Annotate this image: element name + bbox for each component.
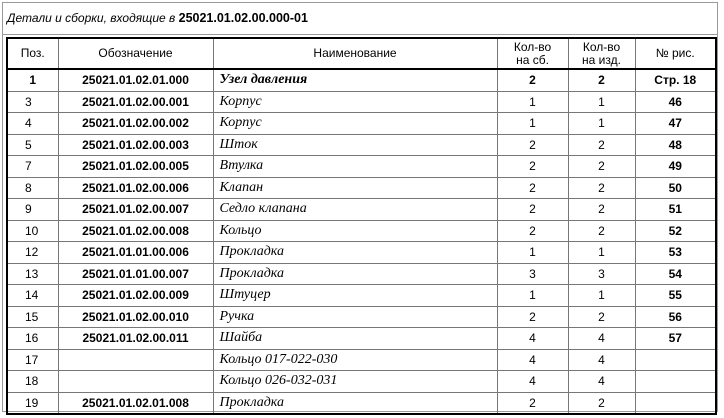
cell-name: Штуцер [213,285,497,307]
cell-pos: 19 [7,392,58,414]
cell-figure: 53 [635,242,716,264]
cell-name: Клапан [213,177,497,199]
cell-figure: 52 [635,220,716,242]
cell-code: 25021.01.02.00.010 [58,306,213,328]
cell-code [58,349,213,371]
table-row[interactable] [7,156,716,178]
cell-code: 25021.01.02.00.003 [58,134,213,156]
cell-pos: 17 [7,349,58,371]
cell-name: Седло клапана [213,199,497,221]
table-row[interactable] [7,328,716,350]
column-header-qty-product-line1: Кол-во [582,39,621,54]
cell-figure: Стр. 18 [635,69,716,91]
panel-header [3,3,717,35]
table-body [7,69,716,414]
cell-qty-product: 4 [568,349,635,371]
cell-figure: 48 [635,134,716,156]
cell-code: 25021.01.02.00.008 [58,220,213,242]
cell-qty-product: 2 [568,156,635,178]
cell-name: Корпус [213,91,497,113]
cell-qty-product: 2 [568,392,635,414]
table-row[interactable] [7,349,716,371]
cell-pos: 10 [7,220,58,242]
cell-name: Корпус [213,113,497,135]
parts-table [6,37,717,415]
cell-figure: 49 [635,156,716,178]
table-header-row [7,38,716,69]
cell-qty-assembly: 2 [497,199,568,221]
column-header-qty-product-line2: на изд. [582,52,621,67]
column-header-qty-assembly[interactable] [497,38,568,69]
cell-qty-product: 1 [568,285,635,307]
parts-panel [2,2,718,412]
cell-qty-product: 1 [568,91,635,113]
table-row[interactable] [7,371,716,393]
cell-qty-assembly: 4 [497,349,568,371]
table-row[interactable] [7,91,716,113]
table-row[interactable] [7,134,716,156]
cell-pos: 5 [7,134,58,156]
cell-pos: 3 [7,91,58,113]
cell-pos: 7 [7,156,58,178]
table-row[interactable] [7,306,716,328]
table-row[interactable] [7,392,716,414]
cell-pos: 18 [7,371,58,393]
column-header-code[interactable]: Обозначение [58,38,213,69]
cell-name: Прокладка [213,242,497,264]
column-header-qty-assembly-line2: на сб. [516,52,549,67]
cell-pos: 14 [7,285,58,307]
cell-name: Кольцо [213,220,497,242]
cell-qty-product: 2 [568,220,635,242]
cell-qty-assembly: 2 [497,220,568,242]
cell-pos: 9 [7,199,58,221]
cell-qty-assembly: 4 [497,371,568,393]
cell-qty-assembly: 2 [497,69,568,91]
cell-name: Втулка [213,156,497,178]
cell-figure: 56 [635,306,716,328]
cell-qty-assembly: 2 [497,134,568,156]
column-header-qty-assembly-line1: Кол-во [513,39,552,54]
cell-qty-product: 3 [568,263,635,285]
table-row[interactable] [7,263,716,285]
cell-qty-assembly: 3 [497,263,568,285]
cell-figure: 55 [635,285,716,307]
cell-qty-product: 4 [568,371,635,393]
cell-qty-assembly: 1 [497,242,568,264]
cell-pos: 4 [7,113,58,135]
cell-pos: 15 [7,306,58,328]
table-row[interactable] [7,113,716,135]
cell-code: 25021.01.02.01.000 [58,69,213,91]
cell-figure: 57 [635,328,716,350]
cell-pos: 13 [7,263,58,285]
cell-figure: 47 [635,113,716,135]
cell-code: 25021.01.01.00.006 [58,242,213,264]
header-document-number: 25021.01.02.00.000-01 [178,11,308,25]
cell-name: Шайба [213,328,497,350]
table-row[interactable] [7,220,716,242]
cell-code: 25021.01.02.00.005 [58,156,213,178]
cell-figure: 46 [635,91,716,113]
cell-qty-product: 2 [568,199,635,221]
cell-qty-assembly: 2 [497,156,568,178]
column-header-qty-product[interactable] [568,38,635,69]
cell-code [58,371,213,393]
cell-code: 25021.01.02.01.008 [58,392,213,414]
cell-name: Прокладка [213,392,497,414]
cell-qty-assembly: 1 [497,113,568,135]
cell-qty-product: 1 [568,113,635,135]
cell-qty-assembly: 2 [497,306,568,328]
column-header-figure[interactable]: № рис. [635,38,716,69]
cell-name: Ручка [213,306,497,328]
cell-code: 25021.01.02.00.011 [58,328,213,350]
table-row[interactable] [7,69,716,91]
table-row[interactable] [7,242,716,264]
cell-pos: 1 [7,69,58,91]
cell-qty-product: 2 [568,177,635,199]
cell-name: Кольцо 017-022-030 [213,349,497,371]
cell-pos: 12 [7,242,58,264]
cell-code: 25021.01.02.00.009 [58,285,213,307]
parts-table-container [6,37,715,415]
cell-qty-product: 1 [568,242,635,264]
cell-name: Прокладка [213,263,497,285]
header-prefix: Детали и сборки, входящие в [7,11,176,25]
cell-code: 25021.01.01.00.007 [58,263,213,285]
cell-qty-assembly: 2 [497,177,568,199]
cell-qty-product: 2 [568,306,635,328]
column-header-name[interactable]: Наименование [213,38,497,69]
table-row[interactable] [7,285,716,307]
cell-figure [635,349,716,371]
cell-figure: 54 [635,263,716,285]
cell-qty-assembly: 4 [497,328,568,350]
cell-figure: 50 [635,177,716,199]
cell-qty-assembly: 2 [497,392,568,414]
cell-name: Узел давления [213,69,497,91]
cell-code: 25021.01.02.00.006 [58,177,213,199]
table-row[interactable] [7,199,716,221]
cell-qty-product: 2 [568,134,635,156]
cell-code: 25021.01.02.00.001 [58,91,213,113]
cell-figure [635,392,716,414]
cell-code: 25021.01.02.00.002 [58,113,213,135]
cell-figure [635,371,716,393]
cell-figure: 51 [635,199,716,221]
cell-pos: 8 [7,177,58,199]
cell-qty-product: 4 [568,328,635,350]
cell-qty-product: 2 [568,69,635,91]
table-row[interactable] [7,177,716,199]
cell-pos: 16 [7,328,58,350]
cell-name: Шток [213,134,497,156]
cell-qty-assembly: 1 [497,91,568,113]
cell-code: 25021.01.02.00.007 [58,199,213,221]
cell-qty-assembly: 1 [497,285,568,307]
cell-name: Кольцо 026-032-031 [213,371,497,393]
column-header-pos[interactable]: Поз. [7,38,58,69]
